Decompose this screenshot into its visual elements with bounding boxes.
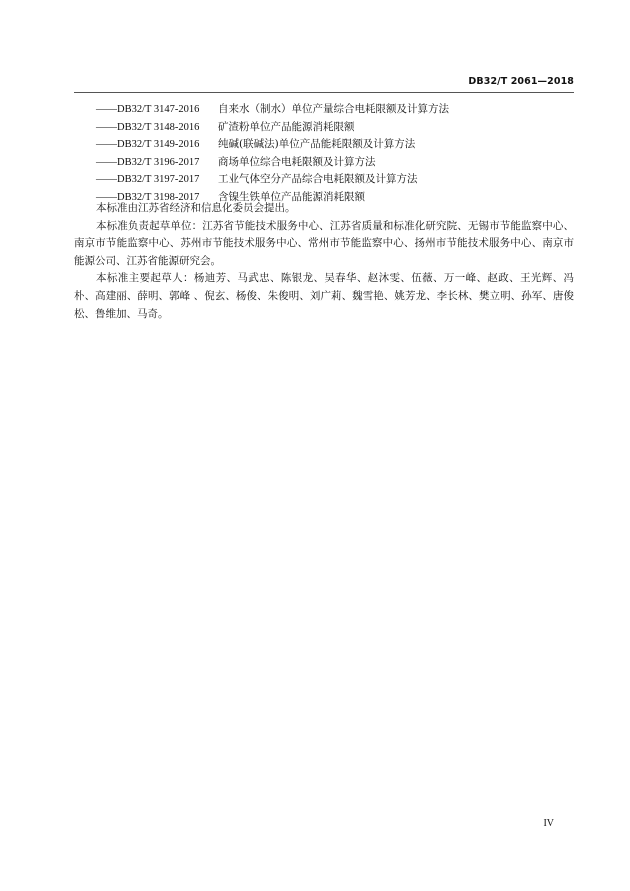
list-item [96,154,449,172]
header-divider [74,92,574,93]
list-item [96,136,449,154]
standard-title: 自来水（制水）单位产量综合电耗限额及计算方法 [218,103,449,115]
standard-title: 商场单位综合电耗限额及计算方法 [218,155,376,168]
standard-code: ——DB32/T 3149-2016 [96,139,200,151]
list-item [96,119,449,137]
standard-code: ——DB32/T 3147-2016 [96,104,200,115]
document-code: DB32/T 2061—2018 [468,76,574,87]
standard-title: 纯碱(联碱法)单位产品能耗限额及计算方法 [218,138,416,151]
related-standards-list [96,101,449,207]
foreword-body [74,200,574,323]
list-item [96,171,449,189]
standard-code: ——DB32/T 3198-2017 [96,191,200,203]
standard-title: 矿渣粉单位产品能源消耗限额 [218,120,355,133]
standard-code: ——DB32/T 3148-2016 [96,121,200,133]
standard-title: 含镍生铁单位产品能源消耗限额 [218,190,365,203]
standard-code: ——DB32/T 3197-2017 [96,174,200,186]
drafters-paragraph: 本标准主要起草人：杨迪芳、马武忠、陈银龙、吴春华、赵沐雯、伍薇、万一峰、赵政、王光辉、冯朴、高建丽、薛明、郭峰 、倪玄、杨俊、朱俊明、刘广莉、魏雪艳、姚芳龙、李长林、樊立明、孙军、唐俊松、鲁维加、马奇。 [74,272,574,320]
standard-title: 工业气体空分产品综合电耗限额及计算方法 [218,173,418,186]
page-number: IV [543,818,554,829]
drafting-units-paragraph: 本标准负责起草单位：江苏省节能技术服务中心、江苏省质量和标准化研究院、无锡市节能监察中心、南京市节能监察中心、苏州市节能技术服务中心、常州市节能监察中心、扬州市节能技术服务中心、南京市能源公司、江苏省能源研究会。 [74,219,574,267]
standard-code: ——DB32/T 3196-2017 [96,156,200,168]
list-item [96,101,449,119]
proposer-paragraph: 本标准由江苏省经济和信息化委员会提出。 [96,202,296,214]
